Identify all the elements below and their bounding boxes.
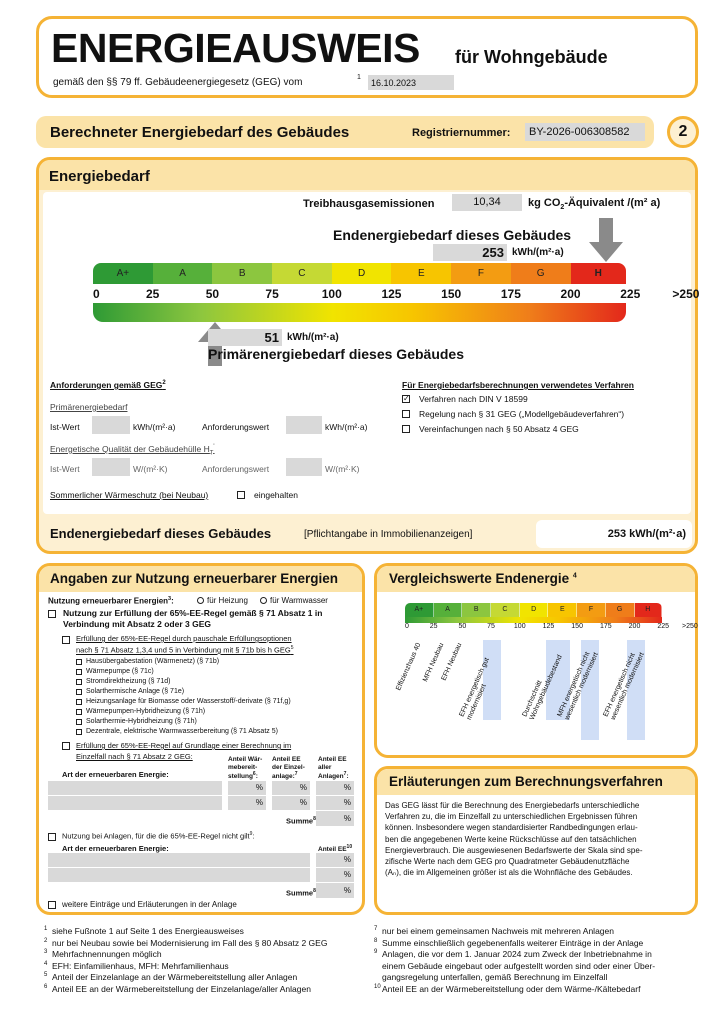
req-anf-unit: kWh/(m²·a) bbox=[325, 422, 368, 432]
erlaeuterung-line: können. Insbesondere wegen standardisierter Randbedingungen erlau- bbox=[385, 823, 638, 833]
other-checkbox[interactable] bbox=[48, 833, 56, 841]
footnote bbox=[44, 972, 297, 982]
ghg-unit: kg $CO_2$-Äquivalent /(m² a) bbox=[528, 197, 661, 212]
vergleich-tick: 175 bbox=[599, 623, 612, 630]
erlaeuterung-line: Das GEG lässt für die Berechnung des Energiebedarfs unterschiedliche bbox=[385, 801, 640, 810]
col-art2-header: Art der erneuerbaren Energie: bbox=[62, 844, 169, 853]
vergleich-tick: 100 bbox=[513, 623, 526, 630]
erlaeuterung-line: Verfahren zu, die im Einzelfall zu unterschiedlichen Ergebnissen führen bbox=[385, 812, 638, 822]
footnote bbox=[374, 926, 614, 936]
rule-checkbox[interactable] bbox=[48, 610, 56, 618]
water-label: für Warmwasser bbox=[270, 596, 328, 605]
option-item[interactable] bbox=[76, 656, 219, 666]
footnote-number: 2 bbox=[44, 937, 48, 944]
footnote-number: 7 bbox=[374, 926, 378, 933]
footnote-text: Mehrfachnennungen möglich bbox=[52, 949, 162, 959]
summer-label: eingehalten bbox=[254, 490, 298, 500]
vergleich-class-h: H bbox=[635, 603, 662, 617]
header-box bbox=[36, 16, 698, 98]
energy-class-bar bbox=[93, 263, 626, 284]
more-checkbox[interactable] bbox=[48, 901, 56, 909]
vergleich-tick: 200 bbox=[628, 623, 641, 630]
option-item[interactable] bbox=[76, 666, 154, 676]
energy-class-c: C bbox=[272, 263, 332, 284]
page-number-badge: 2 bbox=[667, 116, 699, 148]
footnote bbox=[374, 938, 643, 948]
section-title: Berechneter Energiebedarf des Gebäudes bbox=[50, 124, 350, 141]
method-31-checkbox[interactable] bbox=[402, 410, 410, 418]
vergleich-building-label: Effizienzhaus 40 bbox=[395, 642, 423, 692]
scale-tick: 175 bbox=[500, 287, 521, 301]
option-item[interactable] bbox=[76, 706, 205, 716]
vergleich-building-label: MFH energetisch nicht wesentlich modernisiert bbox=[556, 651, 600, 721]
footnote-text: Anteil der Einzelanlage an der Wärmebereitstellung aller Anlagen bbox=[52, 972, 298, 982]
footnote-text: nur bei Neubau sowie bei Modernisierung im Fall des § 80 Absatz 2 GEG bbox=[52, 937, 328, 948]
end-energy-footer-value: 253 kWh/(m²·a) bbox=[536, 520, 692, 548]
issue-date: 16.10.2023 bbox=[368, 75, 454, 90]
req-ist-field2 bbox=[92, 458, 130, 476]
footnote bbox=[374, 961, 655, 971]
rule-line1: Nutzung zur Erfüllung der 65%-EE-Regel gemäß § 71 Absatz 1 in bbox=[63, 608, 323, 618]
energy-gradient-bar bbox=[93, 303, 626, 322]
footnote-text: gangsregelung unterfallen, gemäß Berechnung im Einzelfall bbox=[382, 972, 608, 982]
vergleich-ticks bbox=[405, 623, 698, 633]
end-energy-unit: kWh/(m²·a) bbox=[512, 247, 564, 258]
method-50-label: Vereinfachungen nach § 50 Absatz 4 GEG bbox=[419, 424, 579, 434]
col-anteil3-header: Anteil EE aller Anlagen$^7$: bbox=[318, 756, 349, 781]
ee-pct-field[interactable]: % bbox=[228, 796, 266, 810]
option-checkbox[interactable] bbox=[76, 699, 82, 705]
req-ist-field bbox=[92, 416, 130, 434]
col-anteil2-header: Anteil EE der Einzel- anlage:$^7$ bbox=[272, 756, 305, 781]
vergleich-class-b: B bbox=[462, 603, 491, 617]
option-checkbox[interactable] bbox=[76, 669, 82, 675]
option-label: Solarthermische Anlage (§ 71e) bbox=[86, 688, 185, 696]
vergleich-class-f: F bbox=[577, 603, 606, 617]
erlaeuterung-line: zifische Werte nach dem GEG pro Quadratmeter Gebäudenutzfläche bbox=[385, 857, 630, 867]
more-label: weitere Einträge und Erläuterungen in der Anlage bbox=[62, 900, 237, 909]
end-energy-arrow-icon bbox=[589, 218, 623, 262]
footnote-text: siehe Fußnote 1 auf Seite 1 des Energieausweises bbox=[52, 926, 244, 936]
footnote-text: EFH: Einfamilienhaus, MFH: Mehrfamilienhaus bbox=[52, 960, 229, 971]
summe2-field: % bbox=[316, 883, 354, 898]
calc-checkbox[interactable] bbox=[62, 742, 70, 750]
footnote-number: 6 bbox=[44, 983, 48, 990]
option-label: Heizungsanlage für Biomasse oder Wasserstoff/-derivate (§ 71f,g) bbox=[86, 698, 291, 706]
erlaeuterung-text bbox=[385, 800, 691, 878]
req-anf-label: Anforderungswert bbox=[202, 422, 270, 432]
primary-energy-value: 51 bbox=[208, 329, 282, 346]
renewable-title: Angaben zur Nutzung erneuerbarer Energien bbox=[50, 571, 339, 586]
scale-tick: 75 bbox=[265, 287, 279, 301]
col-anteil1-header: Anteil Wär- mebereit- stellung$^6$: bbox=[228, 756, 263, 781]
footnote-number: 1 bbox=[44, 926, 48, 933]
vergleich-tick: 225 bbox=[657, 623, 670, 630]
energy-scale-ticks bbox=[93, 287, 700, 301]
erlaeuterung-line: (Aₙ), die im Allgemeinen größer ist als die Wohnfläche des Gebäudes. bbox=[385, 868, 633, 878]
energy-class-a-plus: A+ bbox=[93, 263, 153, 284]
ee-art-field[interactable] bbox=[48, 796, 222, 810]
scale-tick: 50 bbox=[205, 287, 220, 301]
scale-tick: 100 bbox=[321, 287, 342, 301]
vergleich-building-label: MFH Neubau bbox=[422, 642, 446, 683]
vergleich-building-label: Durchschnitt Wohngebäudebestand bbox=[521, 653, 564, 721]
vergleich-class-d: D bbox=[520, 603, 549, 617]
energy-class-h: H bbox=[571, 263, 626, 284]
summer-checkbox[interactable] bbox=[237, 491, 245, 499]
footnote bbox=[374, 984, 640, 994]
law-text: gemäß den §§ 79 ff. Gebäudeenergiegesetz (GEG) vom bbox=[53, 77, 303, 88]
energy-class-g: G bbox=[511, 263, 571, 284]
summe2-label: Summe$^8$ bbox=[286, 888, 316, 898]
energy-class-d: D bbox=[332, 263, 392, 284]
footnote-text: Anteil EE an der Wärmebereitstellung oder dem Wärme-/Kältebedarf bbox=[382, 983, 641, 994]
end-energy-footer-label: Endenergiebedarf dieses Gebäudes bbox=[50, 526, 272, 541]
footnote bbox=[44, 984, 311, 994]
option-item[interactable] bbox=[76, 696, 291, 706]
erlaeuterung-line: Energieverbrauch. Die ausgewiesenen Bedarfswerte der Skala sind spe- bbox=[385, 845, 643, 855]
req-anf-field2 bbox=[286, 458, 322, 476]
footnote bbox=[374, 972, 607, 982]
footnote bbox=[44, 938, 327, 948]
option-label: Solarthermie-Hybridheizung (§ 71h) bbox=[86, 718, 197, 726]
scale-tick: 0 bbox=[93, 287, 100, 301]
req-title: Anforderungen gemäß GEG$^2$ bbox=[50, 380, 166, 390]
scale-tick: 225 bbox=[620, 287, 641, 301]
vergleich-class-a-plus: A+ bbox=[405, 603, 434, 617]
vergleich-class-c: C bbox=[491, 603, 520, 617]
vergleich-building-label: EFH energetisch nicht wesentlich modernisiert bbox=[601, 651, 645, 721]
footnote-number: 10 bbox=[374, 983, 381, 990]
option-label: Stromdirektheizung (§ 71d) bbox=[86, 678, 171, 686]
footnote-text: Anlagen, die vor dem 1. Januar 2024 zum Zweck der Inbetriebnahme in bbox=[382, 949, 652, 959]
pauschal-line1: Erfüllung der 65%-EE-Regel durch pauschale Erfüllungsoptionen bbox=[76, 634, 292, 643]
summer-title: Sommerlicher Wärmeschutz (bei Neubau) bbox=[50, 490, 209, 500]
ee-pct-field[interactable]: % bbox=[228, 781, 266, 795]
footnote bbox=[374, 949, 652, 959]
option-label: Hausübergabestation (Wärmenetz) (§ 71b) bbox=[86, 658, 220, 666]
heating-label: für Heizung bbox=[207, 596, 248, 605]
page-title: ENERGIEAUSWEIS bbox=[51, 25, 420, 71]
req-ist-unit2: W/(m²·K) bbox=[133, 464, 168, 474]
footnote-text: nur bei einem gemeinsamen Nachweis mit mehreren Anlagen bbox=[382, 926, 614, 936]
option-checkbox[interactable] bbox=[76, 659, 82, 665]
heating-radio[interactable] bbox=[197, 597, 204, 604]
footnote-text: Summe einschließlich gegebenenfalls weiterer Einträge in der Anlage bbox=[382, 937, 644, 948]
scale-tick: >250 bbox=[672, 287, 700, 301]
rule-line2: Verbindung mit Absatz 2 oder 3 GEG bbox=[63, 619, 211, 629]
footnote bbox=[44, 949, 162, 959]
primary-energy-unit: kWh/(m²·a) bbox=[287, 332, 339, 343]
page-subtitle: für Wohngebäude bbox=[455, 47, 608, 67]
calc-line2: Einzelfall nach § 71 Absatz 2 GEG: bbox=[76, 752, 193, 761]
option-label: Dezentrale, elektrische Warmwasserbereitung (§ 71 Absatz 5) bbox=[86, 728, 278, 736]
method-din-label: Verfahren nach DIN V 18599 bbox=[419, 394, 528, 404]
scale-tick: 125 bbox=[381, 287, 402, 301]
ghg-value: 10,34 bbox=[452, 194, 522, 211]
ee2-pct-field[interactable]: % bbox=[316, 853, 354, 867]
col-ee-header: Anteil EE$^{10}$ bbox=[318, 844, 353, 854]
method-50-checkbox[interactable] bbox=[402, 425, 410, 433]
vergleich-building-label: EFH energetisch gut modernisiert bbox=[458, 656, 491, 721]
vergleich-tick: 25 bbox=[429, 623, 438, 630]
energy-class-a: A bbox=[153, 263, 213, 284]
option-checkbox[interactable] bbox=[76, 719, 82, 725]
option-label: Wärmepumpe (§ 71c) bbox=[86, 668, 154, 676]
scale-tick: 25 bbox=[146, 287, 160, 301]
summe-field: % bbox=[316, 811, 354, 826]
usage-label: Nutzung erneuerbarer Energien$^3$: bbox=[48, 596, 174, 606]
ee-pct-field[interactable]: % bbox=[272, 781, 310, 795]
end-energy-footer-note: [Pflichtangabe in Immobilienanzeigen] bbox=[304, 529, 473, 540]
summe-label: Summe$^8$ bbox=[286, 816, 316, 826]
ee-pct-field[interactable]: % bbox=[272, 796, 310, 810]
ee2-art-field[interactable] bbox=[48, 868, 310, 882]
energy-class-f: F bbox=[451, 263, 511, 284]
erlaeuterung-title: Erläuterungen zum Berechnungsverfahren bbox=[389, 774, 663, 789]
ghg-label: Treibhausgasemissionen bbox=[303, 198, 435, 210]
req-anf-unit2: W/(m²·K) bbox=[325, 464, 360, 474]
method-din-checkbox[interactable]: ✓ bbox=[403, 394, 410, 403]
other-label: Nutzung bei Anlagen, für die die 65%-EE-Regel nicht gilt$^9$: bbox=[62, 831, 255, 841]
vergleich-tick: 125 bbox=[542, 623, 555, 630]
method-31-label: Regelung nach § 31 GEG („Modellgebäudeverfahren“) bbox=[419, 409, 625, 419]
footnote-text: einem Gebäude eingebaut oder aufgestellt worden sind oder einer Über- bbox=[382, 960, 656, 971]
vergleich-tick: 150 bbox=[571, 623, 583, 630]
vergleich-tick: 50 bbox=[458, 623, 467, 630]
footnote-number: 9 bbox=[374, 949, 378, 956]
reg-value: BY-2026-006308582 bbox=[525, 123, 645, 141]
vergleich-tick: 0 bbox=[405, 623, 409, 630]
footnote-number: 5 bbox=[44, 972, 48, 979]
energy-class-e: E bbox=[391, 263, 451, 284]
footnote-number: 8 bbox=[374, 937, 378, 944]
req-ist-label: Ist-Wert bbox=[50, 422, 80, 432]
req-anf-label2: Anforderungswert bbox=[202, 464, 270, 474]
option-item[interactable] bbox=[76, 676, 170, 686]
erlaeuterung-line: ben die angegebenen Werte keine Rückschlüsse auf den tatsächlichen bbox=[385, 834, 637, 844]
col-art-header: Art der erneuerbaren Energie: bbox=[62, 770, 169, 779]
scale-tick: 150 bbox=[441, 287, 462, 301]
vergleich-class-e: E bbox=[548, 603, 577, 617]
option-item[interactable] bbox=[76, 716, 197, 726]
option-checkbox[interactable] bbox=[76, 729, 82, 735]
vergleich-box bbox=[374, 563, 698, 758]
end-energy-label: Endenergiebedarf dieses Gebäudes bbox=[333, 227, 572, 243]
scale-tick: 200 bbox=[560, 287, 581, 301]
ee-pct-field[interactable]: % bbox=[316, 781, 354, 795]
reg-label: Registriernummer: bbox=[412, 127, 511, 139]
footnote-text: Anteil EE an der Wärmebereitstellung der Einzelanlage/aller Anlagen bbox=[52, 983, 311, 994]
req-ist-label2: Ist-Wert bbox=[50, 464, 80, 474]
vergleich-tick: 75 bbox=[487, 623, 495, 630]
footnote bbox=[44, 961, 229, 971]
water-radio[interactable] bbox=[260, 597, 267, 604]
req-primary-title: Primärenergiebedarf bbox=[50, 402, 128, 412]
vergleich-class-a: A bbox=[434, 603, 463, 617]
pauschal-line2: nach § 71 Absatz 1,3,4 und 5 in Verbindung mit § 71b bis h GEG$^5$ bbox=[76, 645, 294, 655]
vergleich-tick: >250 bbox=[681, 623, 698, 630]
option-checkbox[interactable] bbox=[76, 709, 82, 715]
law-sup: 1 bbox=[357, 74, 361, 81]
req-ist-unit: kWh/(m²·a) bbox=[133, 422, 176, 432]
ee-pct-field[interactable]: % bbox=[316, 796, 354, 810]
end-energy-value: 253 bbox=[433, 244, 507, 261]
option-item[interactable] bbox=[76, 686, 184, 696]
primary-energy-label: Primärenergiebedarf dieses Gebäudes bbox=[208, 346, 464, 362]
methods-title: Für Energiebedarfsberechnungen verwendetes Verfahren bbox=[402, 380, 634, 390]
footnote-number: 3 bbox=[44, 949, 48, 956]
vergleich-title: Vergleichswerte Endenergie $^4$ bbox=[389, 571, 577, 586]
calc-line1: Erfüllung der 65%-EE-Regel auf Grundlage einer Berechnung im bbox=[76, 741, 292, 750]
option-checkbox[interactable] bbox=[76, 679, 82, 685]
vergleich-class-g: G bbox=[606, 603, 635, 617]
vergleich-class-bar bbox=[405, 603, 662, 617]
energiebedarf-title: Energiebedarf bbox=[49, 168, 150, 185]
footnote-number: 4 bbox=[44, 960, 48, 967]
vergleich-building-label: EFH Neubau bbox=[440, 642, 464, 682]
req-huelle-title: Energetische Qualität der Gebäudehülle $H_T'$ bbox=[50, 444, 215, 457]
footnote bbox=[44, 926, 244, 936]
energy-class-b: B bbox=[212, 263, 272, 284]
option-label: Wärmepumpen-Hybridheizung (§ 71h) bbox=[86, 708, 206, 716]
req-anf-field bbox=[286, 416, 322, 434]
option-item[interactable] bbox=[76, 726, 278, 736]
ee2-art-field[interactable] bbox=[48, 853, 310, 867]
option-checkbox[interactable] bbox=[76, 689, 82, 695]
pauschal-checkbox[interactable] bbox=[62, 636, 70, 644]
ee-art-field[interactable] bbox=[48, 781, 222, 795]
ee2-pct-field[interactable]: % bbox=[316, 868, 354, 882]
